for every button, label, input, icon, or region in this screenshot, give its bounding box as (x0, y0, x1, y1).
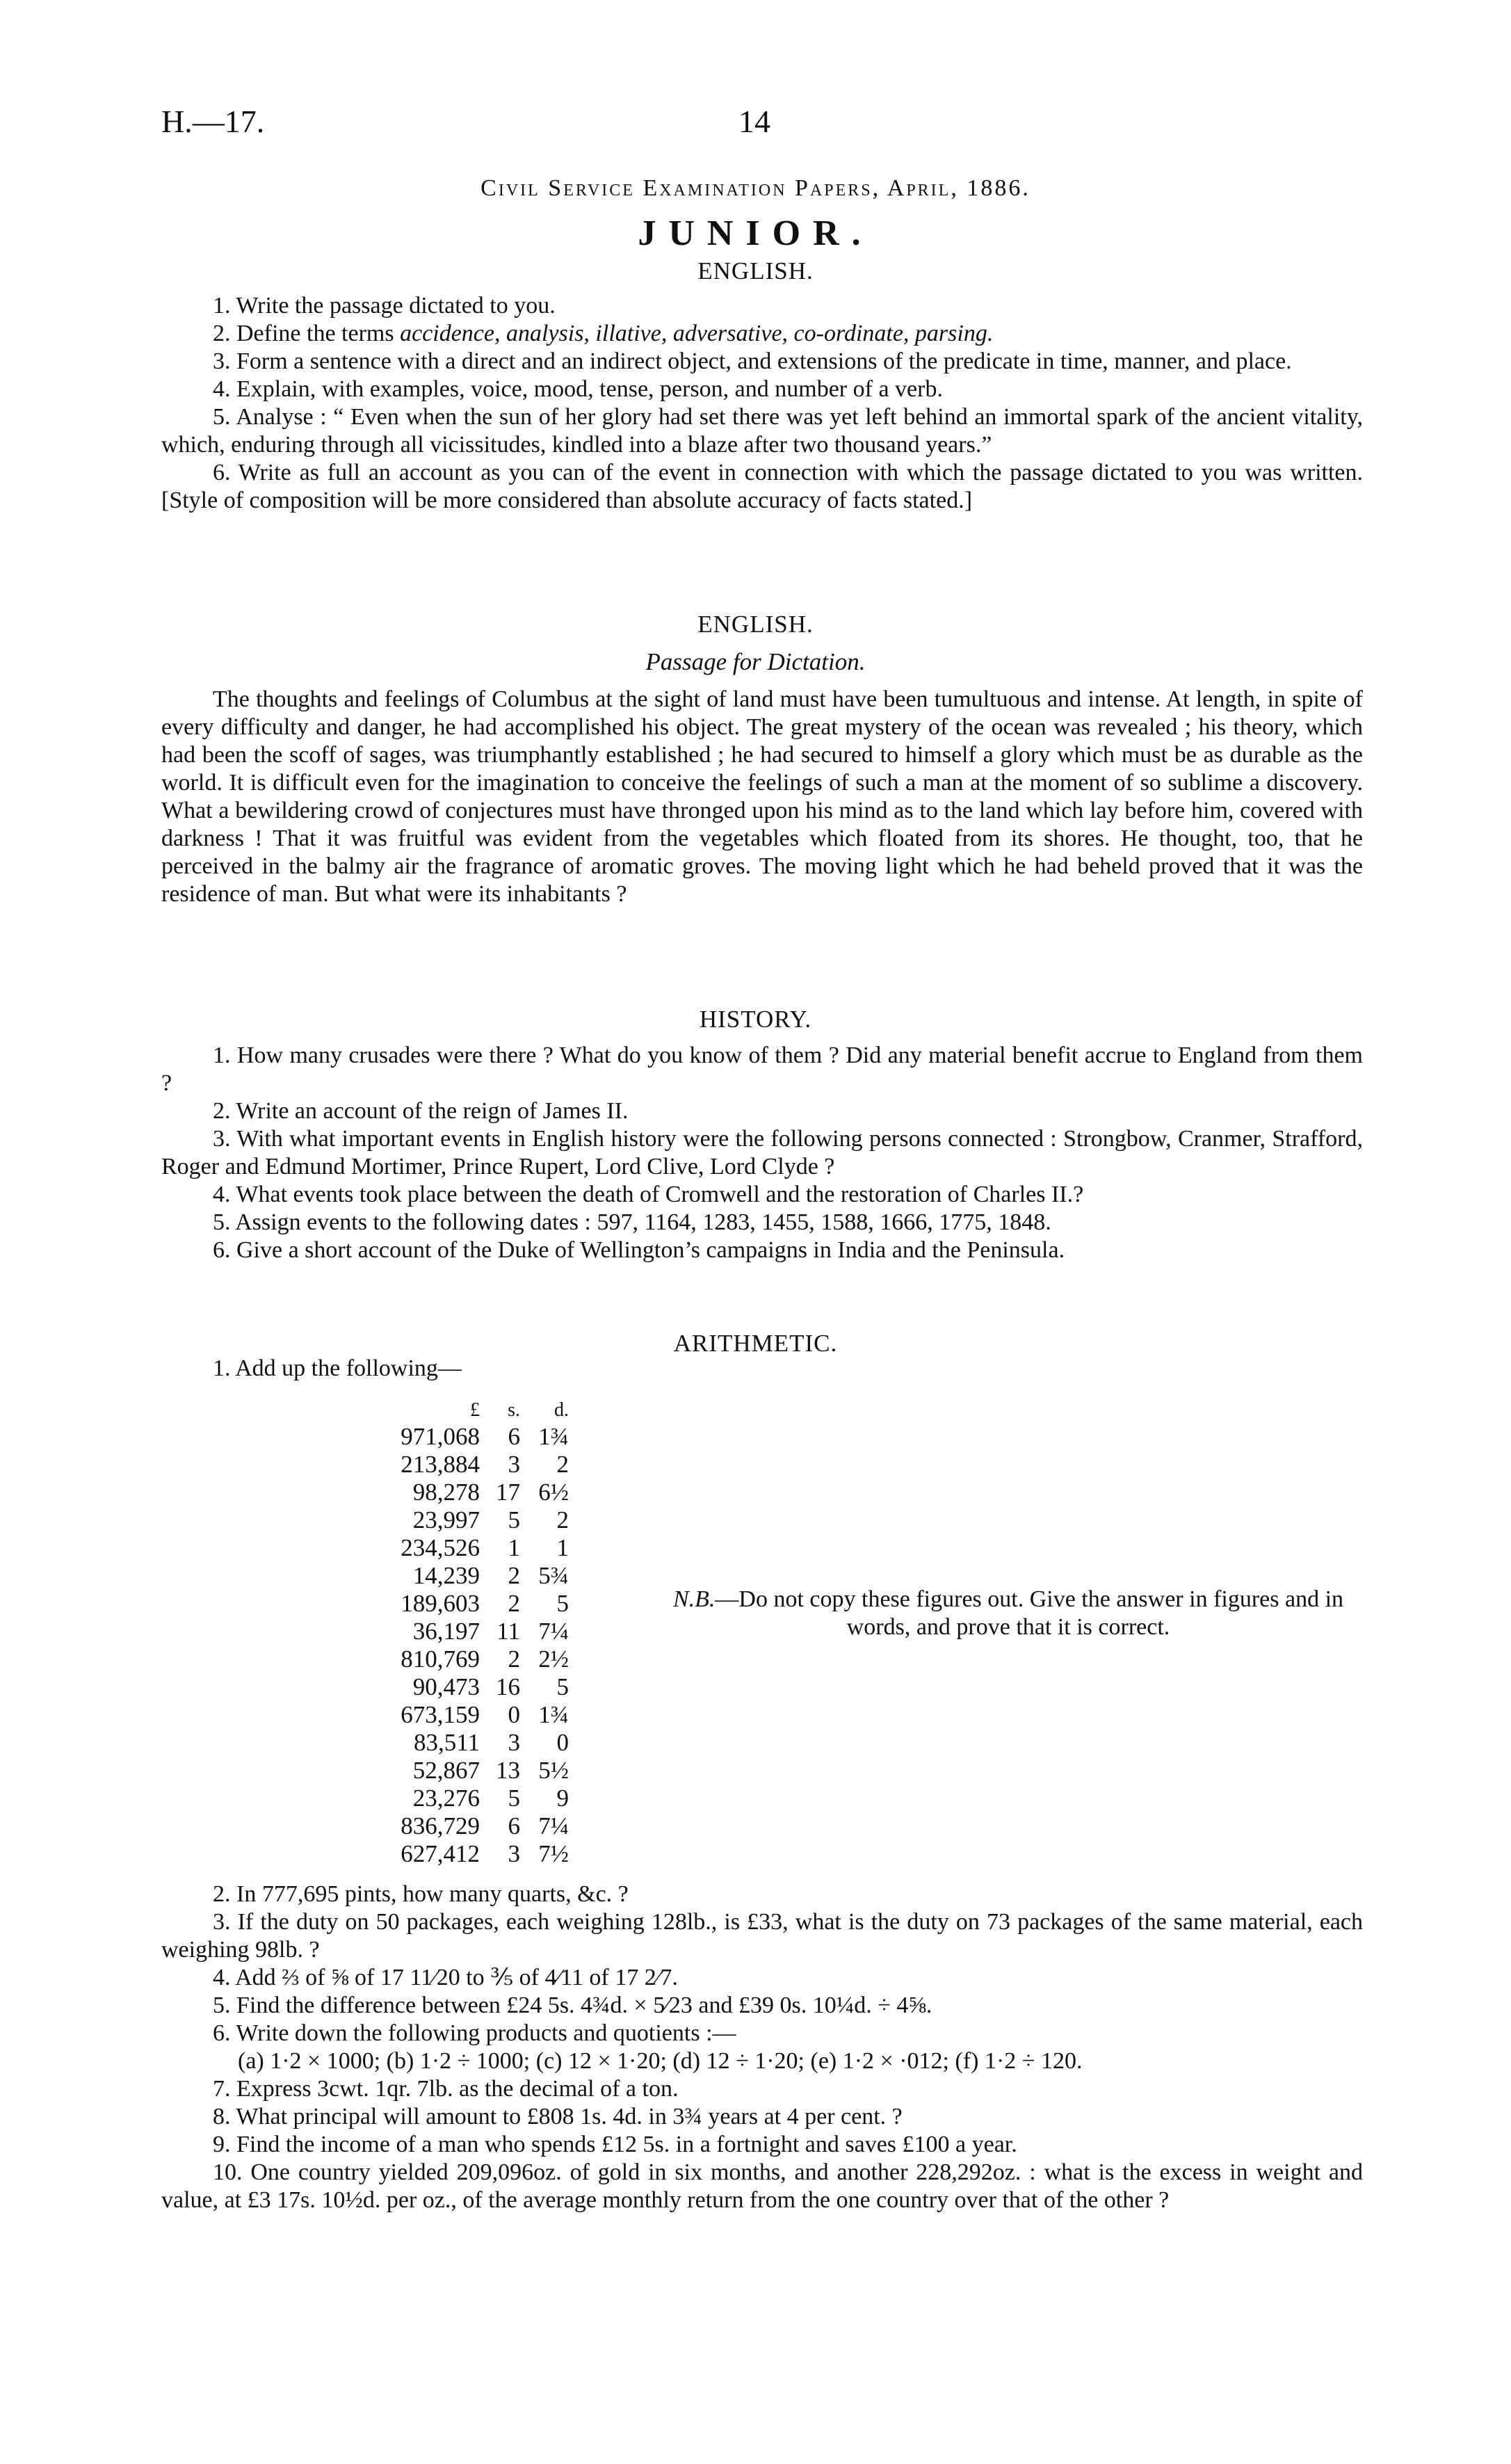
pounds-cell: 189,603 (401, 1590, 480, 1617)
shillings-column-head: s. (508, 1399, 520, 1421)
history-q4: 4. What events took place between the death of Cromwell and the restoration of Charles II.? (213, 1182, 1084, 1207)
pence-cell: 7½ (538, 1840, 569, 1867)
pounds-cell: 673,159 (401, 1701, 480, 1728)
pence-cell: 2½ (538, 1645, 569, 1673)
english-heading: ENGLISH. (697, 257, 814, 284)
arithmetic-q1 (161, 1355, 1363, 1383)
pounds-cell: 213,884 (401, 1451, 480, 1478)
english-q6: 6. Write as full an account as you can of the event in connection with which the passage dictated to you was written. [Style of composition will be more considered than absolute accuracy of facts stated.] (161, 460, 1363, 513)
pence-column-head: d. (554, 1399, 569, 1421)
addition-row (369, 1618, 569, 1645)
page-title: Civil Service Examination Papers, April, 1886. (480, 175, 1031, 201)
pounds-cell: 90,473 (412, 1673, 480, 1700)
addition-row (369, 1645, 569, 1673)
addition-table-rows (369, 1423, 569, 1868)
pounds-cell: 234,526 (401, 1534, 480, 1561)
addition-table (369, 1398, 569, 1868)
arithmetic-q5: 5. Find the difference between £24 5s. 4¾d. × 5⁄23 and £39 0s. 10¼d. ÷ 4⅝. (213, 1992, 932, 2018)
dictation-text: The thoughts and feelings of Columbus at the sight of land must have been tumultuous and intense. At length, in spite of every difficulty and danger, he had accomplished his object. The great mystery of the ocean was revealed ; his theory, which had been the scoff of sages, was triumphantly established ; he had secured to himself a glory which must be as durable as the world. It is difficult even for the imagination to conceive the feelings of such a man at the moment of so sublime a discovery. What a bewildering crowd of conjectures must have thronged upon his mind as to the land which lay before him, covered with darkness ! That it was fruitful was evident from the vegetables which floated from its shores. He thought, too, that he perceived in the balmy air the fragrance of aromatic groves. The moving light which he had beheld proved that it was the residence of man. But what were its inhabitants ? (161, 686, 1363, 907)
pounds-cell: 14,239 (412, 1562, 480, 1589)
pence-cell: 6½ (538, 1479, 569, 1506)
addition-table-header (369, 1398, 569, 1423)
english-questions (161, 292, 1363, 515)
shillings-cell: 0 (508, 1701, 520, 1728)
shillings-cell: 2 (508, 1562, 520, 1589)
arithmetic-q8: 8. What principal will amount to £808 1s. 4d. in 3¾ years at 4 per cent. ? (213, 2104, 903, 2129)
english-q3: 3. Form a sentence with a direct and an indirect object, and extensions of the predicate in time, manner, and place. (213, 348, 1292, 374)
shillings-cell: 2 (508, 1590, 520, 1617)
shillings-cell: 3 (508, 1451, 520, 1478)
pence-cell: 5 (556, 1673, 569, 1700)
pounds-cell: 83,511 (414, 1729, 480, 1756)
page-number: 14 (738, 104, 770, 139)
english-q4: 4. Explain, with examples, voice, mood, tense, person, and number of a verb. (213, 376, 943, 402)
history-heading: HISTORY. (699, 1006, 812, 1033)
shillings-cell: 17 (496, 1479, 520, 1506)
shillings-cell: 3 (508, 1729, 520, 1756)
english-q2-text: 2. Define the terms (213, 321, 401, 346)
nb-label: N.B. (672, 1586, 716, 1612)
arithmetic-q4: 4. Add ⅔ of ⅝ of 17 11⁄20 to ⅗ of 4⁄11 of 17 2⁄7. (213, 1965, 678, 1990)
addition-row (369, 1701, 569, 1729)
arithmetic-q7: 7. Express 3cwt. 1qr. 7lb. as the decimal of a ton. (213, 2076, 679, 2102)
nb-text: —Do not copy these figures out. Give the answer in figures and in words, and prove that it is correct. (715, 1586, 1344, 1640)
addition-row (369, 1534, 569, 1562)
pence-cell: 5¾ (538, 1562, 569, 1589)
arithmetic-q6-items: (a) 1·2 × 1000; (b) 1·2 ÷ 1000; (c) 12 × 1·20; (d) 12 ÷ 1·20; (e) 1·2 × ·012; (f) 1·2 ÷ 120. (238, 2048, 1083, 2074)
addition-row (369, 1562, 569, 1590)
english-q2-terms: accidence, analysis, illative, adversative, co-ordinate, parsing. (400, 321, 994, 346)
shillings-cell: 11 (496, 1618, 520, 1645)
dictation-heading: ENGLISH. (697, 611, 814, 638)
pounds-column-head: £ (470, 1399, 480, 1421)
addition-row (369, 1729, 569, 1757)
shillings-cell: 3 (508, 1840, 520, 1867)
history-q2: 2. Write an account of the reign of James II. (213, 1098, 629, 1124)
pence-cell: 5½ (538, 1757, 569, 1784)
english-q1: 1. Write the passage dictated to you. (213, 293, 556, 319)
shillings-cell: 13 (496, 1757, 520, 1784)
pence-cell: 0 (556, 1729, 569, 1756)
shillings-cell: 6 (508, 1812, 520, 1839)
arithmetic-q1-text: 1. Add up the following— (213, 1355, 462, 1381)
addition-row (369, 1812, 569, 1840)
addition-row (369, 1506, 569, 1534)
arithmetic-questions (161, 1881, 1363, 2214)
pounds-cell: 810,769 (401, 1645, 480, 1673)
arithmetic-q3: 3. If the duty on 50 packages, each weighing 128lb., is £33, what is the duty on 73 packages of the same material, each weighing 98lb. ? (161, 1909, 1363, 1963)
history-questions (161, 1042, 1363, 1264)
pence-cell: 1¾ (538, 1701, 569, 1728)
addition-row (369, 1785, 569, 1812)
addition-row (369, 1757, 569, 1785)
pence-cell: 1¾ (538, 1423, 569, 1450)
pence-cell: 7¼ (538, 1812, 569, 1839)
shillings-cell: 2 (508, 1645, 520, 1673)
pounds-cell: 98,278 (412, 1479, 480, 1506)
shillings-cell: 5 (508, 1785, 520, 1812)
shillings-cell: 5 (508, 1506, 520, 1533)
history-q3: 3. With what important events in English history were the following persons connected : Strongbow, Cranmer, Strafford, Roger and Edmund Mortimer, Prince Rupert, Lord Clive, Lord Clyde ? (161, 1126, 1363, 1179)
pence-cell: 2 (556, 1506, 569, 1533)
addition-row (369, 1479, 569, 1506)
level-heading: JUNIOR. (638, 214, 873, 253)
history-q6: 6. Give a short account of the Duke of Wellington’s campaigns in India and the Peninsula. (213, 1237, 1065, 1263)
header-reference: H.—17. (161, 104, 265, 139)
pounds-cell: 627,412 (401, 1840, 480, 1867)
addition-row (369, 1451, 569, 1479)
pounds-cell: 23,997 (412, 1506, 480, 1533)
pounds-cell: 971,068 (401, 1423, 480, 1450)
shillings-cell: 16 (496, 1673, 520, 1700)
dictation-passage (161, 686, 1363, 908)
pence-cell: 2 (556, 1451, 569, 1478)
arithmetic-q6: 6. Write down the following products and quotients :— (213, 2020, 736, 2046)
pounds-cell: 52,867 (412, 1757, 480, 1784)
arithmetic-q10: 10. One country yielded 209,096oz. of gold in six months, and another 228,292oz. : what is the excess in weight and value, at £3 17s. 10½d. per oz., of the average monthly return from the one country over that of the other ? (161, 2159, 1363, 2213)
pence-cell: 1 (556, 1534, 569, 1561)
history-q1: 1. How many crusades were there ? What do you know of them ? Did any material benefit accrue to England from them ? (161, 1042, 1363, 1096)
nb-note (654, 1586, 1363, 1641)
shillings-cell: 6 (508, 1423, 520, 1450)
pounds-cell: 23,276 (412, 1785, 480, 1812)
pence-cell: 9 (556, 1785, 569, 1812)
arithmetic-q9: 9. Find the income of a man who spends £12 5s. in a fortnight and saves £100 a year. (213, 2132, 1017, 2157)
dictation-subheading: Passage for Dictation. (645, 648, 866, 675)
addition-row (369, 1840, 569, 1868)
english-q2 (161, 320, 1363, 348)
pence-cell: 7¼ (538, 1618, 569, 1645)
history-q5: 5. Assign events to the following dates : 597, 1164, 1283, 1455, 1588, 1666, 1775, 1848. (213, 1209, 1051, 1235)
arithmetic-heading: ARITHMETIC. (673, 1330, 838, 1357)
addition-row (369, 1423, 569, 1451)
addition-row (369, 1673, 569, 1701)
pence-cell: 5 (556, 1590, 569, 1617)
pounds-cell: 836,729 (401, 1812, 480, 1839)
english-q5: 5. Analyse : “ Even when the sun of her glory had set there was yet left behind an immortal spark of the ancient vitality, which, enduring through all vicissitudes, kindled into a blaze after two thousand years.” (161, 404, 1363, 458)
addition-row (369, 1590, 569, 1618)
shillings-cell: 1 (508, 1534, 520, 1561)
arithmetic-q2: 2. In 777,695 pints, how many quarts, &c. ? (213, 1881, 629, 1907)
pounds-cell: 36,197 (412, 1618, 480, 1645)
